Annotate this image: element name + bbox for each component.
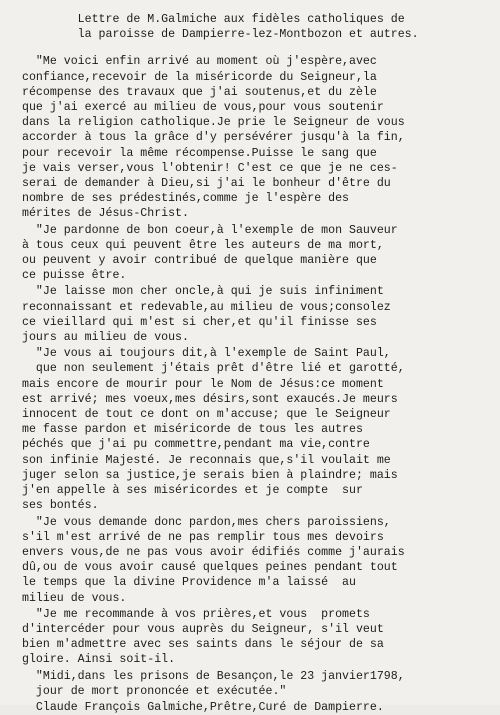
text-line: ce puisse être. <box>22 269 127 283</box>
text-line: gloire. Ainsi soit-il. <box>22 653 176 667</box>
text-line: à tous ceux qui peuvent être les auteurs de ma mort, <box>22 238 384 252</box>
text-line: d'intercéder pour vous auprès du Seigneur, s'il veut <box>22 622 384 636</box>
text-line: son infinie Majesté. Je reconnais que,s'il voulait me <box>22 453 391 467</box>
letter-paragraph <box>22 700 492 715</box>
text-line: pour recevoir la même récompense.Puisse le sang que <box>22 146 377 160</box>
letter-paragraph <box>22 669 492 699</box>
text-line: juger selon sa justice,je serais bien à plaindre; mais <box>22 468 398 482</box>
text-line: serai de demander à Dieu,si j'ai le bonheur d'être du <box>22 177 391 191</box>
text-line: "Midi,dans les prisons de Besançon,le 23 janvier1798, <box>22 669 405 683</box>
heading-line: la paroisse de Dampierre-lez-Montbozon et autres. <box>22 28 419 42</box>
text-line: "Je me recommande à vos prières,et vous promets <box>22 607 370 621</box>
text-line: ce vieillard qui m'est si cher,et qu'il finisse ses <box>22 315 377 329</box>
text-line: nombre de ses prédestinés,comme je l'espère des <box>22 192 349 206</box>
letter-paragraph <box>22 284 492 345</box>
text-line: que non seulement j'étais prêt d'être lié et garotté, <box>22 362 405 376</box>
text-line: "Me voici enfin arrivé au moment où j'espère,avec <box>22 55 377 69</box>
text-line: innocent de tout ce dont on m'accuse; que le Seigneur <box>22 408 391 422</box>
heading-line: Lettre de M.Galmiche aux fidèles catholiques de <box>22 13 405 26</box>
letter-paragraph <box>22 223 492 284</box>
text-line: milieu de vous. <box>22 591 127 605</box>
text-line: je vais verser,vous l'obtenir! C'est ce que je ne ces- <box>22 161 398 175</box>
text-line: accorder à tous la grâce d'y persévérer jusqu'à la fin, <box>22 131 405 145</box>
text-line: reconnaissant et redevable,au milieu de vous;consolez <box>22 300 391 314</box>
text-line: ou peuvent y avoir contribué de quelque manière que <box>22 254 377 268</box>
text-line: "Je vous demande donc pardon,mes chers paroissiens, <box>22 515 391 529</box>
letter-paragraph <box>22 54 492 221</box>
text-line: envers vous,de ne pas vous avoir édifiés comme j'aurais <box>22 545 405 559</box>
text-line: le temps que la divine Providence m'a laissé au <box>22 576 356 590</box>
text-line: mais encore de mourir pour le Nom de Jésus:ce moment <box>22 377 384 391</box>
text-line: est arrivé; mes voeux,mes désirs,sont exaucés.Je meurs <box>22 392 398 406</box>
letter-paragraph <box>22 346 492 513</box>
text-line: "Je pardonne de bon coeur,à l'exemple de mon Sauveur <box>22 223 398 237</box>
text-line: s'il m'est arrivé de ne pas remplir tous mes devoirs <box>22 530 384 544</box>
letter-paragraph <box>22 515 492 606</box>
text-line: "Je vous ai toujours dit,à l'exemple de Saint Paul, <box>22 347 391 361</box>
text-line: ses bontés. <box>22 499 99 513</box>
text-line: confiance,recevoir de la miséricorde du Seigneur,la <box>22 70 377 84</box>
text-line: dans la religion catholique.Je prie le Seigneur de vous <box>22 116 405 130</box>
text-line: me fasse pardon et miséricorde de tous les autres <box>22 423 363 437</box>
text-line: que j'ai exercé au milieu de vous,pour vous soutenir <box>22 101 384 115</box>
text-line: mérites de Jésus-Christ. <box>22 207 189 221</box>
text-line: jours au milieu de vous. <box>22 331 189 345</box>
text-line: j'en appelle à ses miséricordes et je compte sur <box>22 484 363 498</box>
text-line: récompense des travaux que j'ai soutenus,et du zèle <box>22 85 377 99</box>
text-line: "Je laisse mon cher oncle,à qui je suis infiniment <box>22 285 384 299</box>
letter-paragraph <box>22 607 492 668</box>
letter-body <box>22 54 492 715</box>
text-line: péchés que j'ai pu commettre,pendant ma vie,contre <box>22 438 370 452</box>
text-line: dû,ou de vous avoir causé quelques peines pendant tout <box>22 561 398 575</box>
text-line: jour de mort prononcée et exécutée." <box>22 684 287 698</box>
text-line: bien m'admettre avec ses saints dans le séjour de sa <box>22 638 384 652</box>
text-line: Claude François Galmiche,Prêtre,Curé de Dampierre. <box>22 700 384 714</box>
letter-heading <box>22 12 492 42</box>
